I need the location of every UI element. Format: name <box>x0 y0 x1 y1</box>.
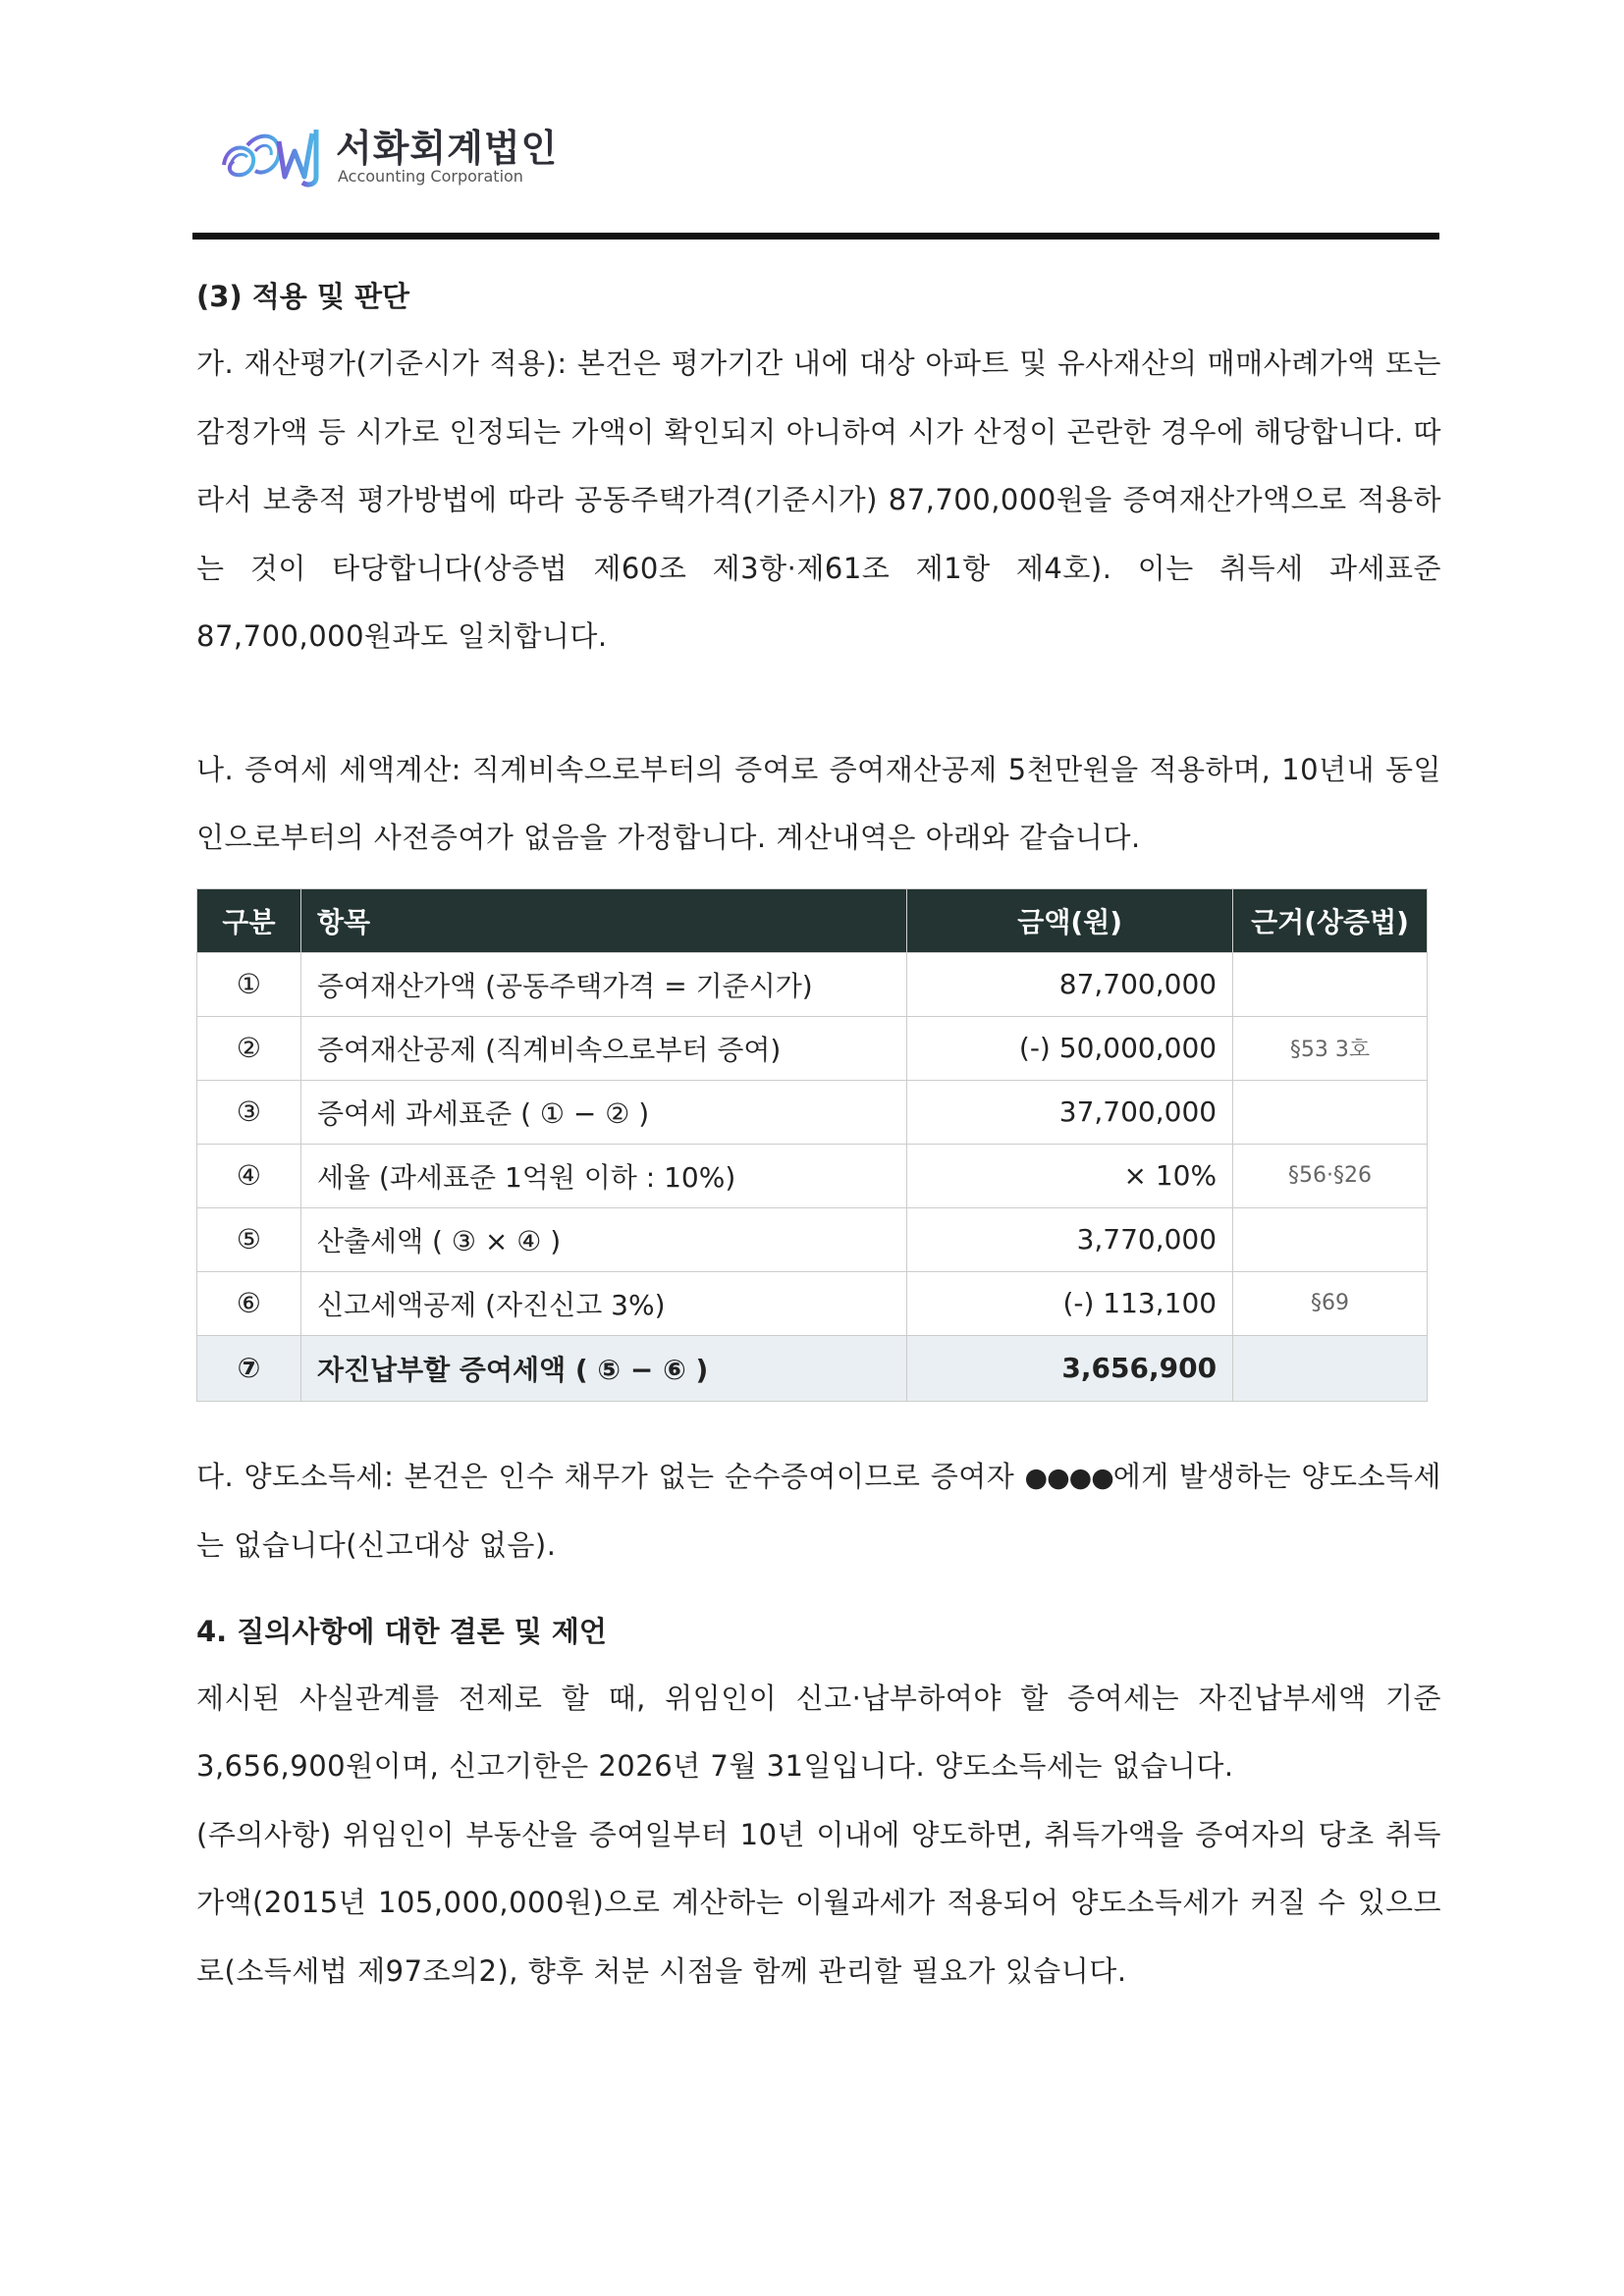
table-header-row <box>197 888 1428 952</box>
row-item: 신고세액공제 (자진신고 3%) <box>300 1271 906 1335</box>
row-item: 세율 (과세표준 1억원 이하 : 10%) <box>300 1144 906 1207</box>
row-reference <box>1233 1080 1428 1144</box>
column-header: 구분 <box>197 888 301 952</box>
firm-subtitle: Accounting Corporation <box>338 167 523 186</box>
paragraph-tax-calc: 나. 증여세 세액계산: 직계비속으로부터의 증여로 증여재산공제 5천만원을 적용하며, 10년내 동일인으로부터의 사전증여가 없음을 가정합니다. 계산내역은 아래와 같습니다. <box>196 752 1441 854</box>
firm-name: 서화회계법인 <box>336 127 559 170</box>
table-row <box>197 952 1428 1016</box>
row-amount: 87,700,000 <box>907 952 1233 1016</box>
row-reference: §69 <box>1233 1271 1428 1335</box>
row-item: 증여재산공제 (직계비속으로부터 증여) <box>300 1016 906 1080</box>
capital-gains-text-end: 에게 발생하는 양도소득세는 없습니다(신고대상 없음). <box>196 1459 1441 1562</box>
row-amount: 3,770,000 <box>907 1207 1233 1271</box>
paragraph-capital-gains <box>196 1443 1441 1580</box>
column-header: 금액(원) <box>907 888 1233 952</box>
gift-tax-table <box>196 888 1428 1402</box>
row-number: ④ <box>197 1144 301 1207</box>
total-amount: 3,656,900 <box>907 1335 1233 1401</box>
paragraph-caution: (주의사항) 위임인이 부동산을 증여일부터 10년 이내에 양도하면, 취득가액을 증여자의 당초 취득가액(2015년 105,000,000원)으로 계산하는 이월과세가 적용되어 양도소득세가 커질 수 있으므로(소득세법 제97조의2), 향후 처분 시점을 함께 관리할 필요가 있습니다. <box>196 1817 1441 1988</box>
table-row <box>197 1144 1428 1207</box>
row-number: ③ <box>197 1080 301 1144</box>
row-item: 증여재산가액 (공동주택가격 = 기준시가) <box>300 952 906 1016</box>
row-amount: (-) 113,100 <box>907 1271 1233 1335</box>
total-item: 자진납부할 증여세액 ( ⑤ − ⑥ ) <box>300 1335 906 1401</box>
table-row <box>197 1080 1428 1144</box>
row-item: 산출세액 ( ③ × ④ ) <box>300 1207 906 1271</box>
row-amount: (-) 50,000,000 <box>907 1016 1233 1080</box>
total-reference <box>1233 1335 1428 1401</box>
section-heading-conclusion: 4. 질의사항에 대한 결론 및 제언 <box>196 1614 607 1648</box>
row-reference: §56·§26 <box>1233 1144 1428 1207</box>
row-number: ⑥ <box>197 1271 301 1335</box>
header-divider <box>192 233 1439 240</box>
table-row <box>197 1207 1428 1271</box>
document-body <box>196 275 1441 2005</box>
redacted-name: ●●●● <box>1024 1462 1113 1493</box>
row-item: 증여세 과세표준 ( ① − ② ) <box>300 1080 906 1144</box>
capital-gains-text-start: 다. 양도소득세: 본건은 인수 채무가 없는 순수증여이므로 증여자 <box>196 1459 1025 1493</box>
row-number: ⑤ <box>197 1207 301 1271</box>
row-number: ② <box>197 1016 301 1080</box>
paragraph-valuation: 가. 재산평가(기준시가 적용): 본건은 평가기간 내에 대상 아파트 및 유사재산의 매매사례가액 또는 감정가액 등 시가로 인정되는 가액이 확인되지 아니하여 시가 산정이 곤란한 경우에 해당합니다. 따라서 보충적 평가방법에 따라 공동주택가격(기준시가) 87,700,000원을 증여재산가액으로 적용하는 것이 타당합니다(상증법 제60조 제3항·제61조 제1항 제4호). 이는 취득세 과세표준 87,700,000원과도 일치합니다. <box>196 347 1441 653</box>
row-reference <box>1233 1207 1428 1271</box>
row-reference <box>1233 952 1428 1016</box>
row-number: ① <box>197 952 301 1016</box>
row-reference: §53 3호 <box>1233 1016 1428 1080</box>
table-row <box>197 1016 1428 1080</box>
table-total-row <box>197 1335 1428 1401</box>
section-heading-application: (3) 적용 및 판단 <box>196 280 410 313</box>
row-amount: 37,700,000 <box>907 1080 1233 1144</box>
firm-logo-icon <box>220 122 326 190</box>
table-row <box>197 1271 1428 1335</box>
total-number: ⑦ <box>197 1335 301 1401</box>
paragraph-conclusion: 제시된 사실관계를 전제로 할 때, 위임인이 신고·납부하여야 할 증여세는 자진납부세액 기준 3,656,900원이며, 신고기한은 2026년 7월 31일입니다. 양도소득세는 없습니다. <box>196 1681 1441 1783</box>
row-amount: × 10% <box>907 1144 1233 1207</box>
column-header: 근거(상증법) <box>1233 888 1428 952</box>
column-header: 항목 <box>300 888 906 952</box>
document-header <box>220 116 1457 194</box>
